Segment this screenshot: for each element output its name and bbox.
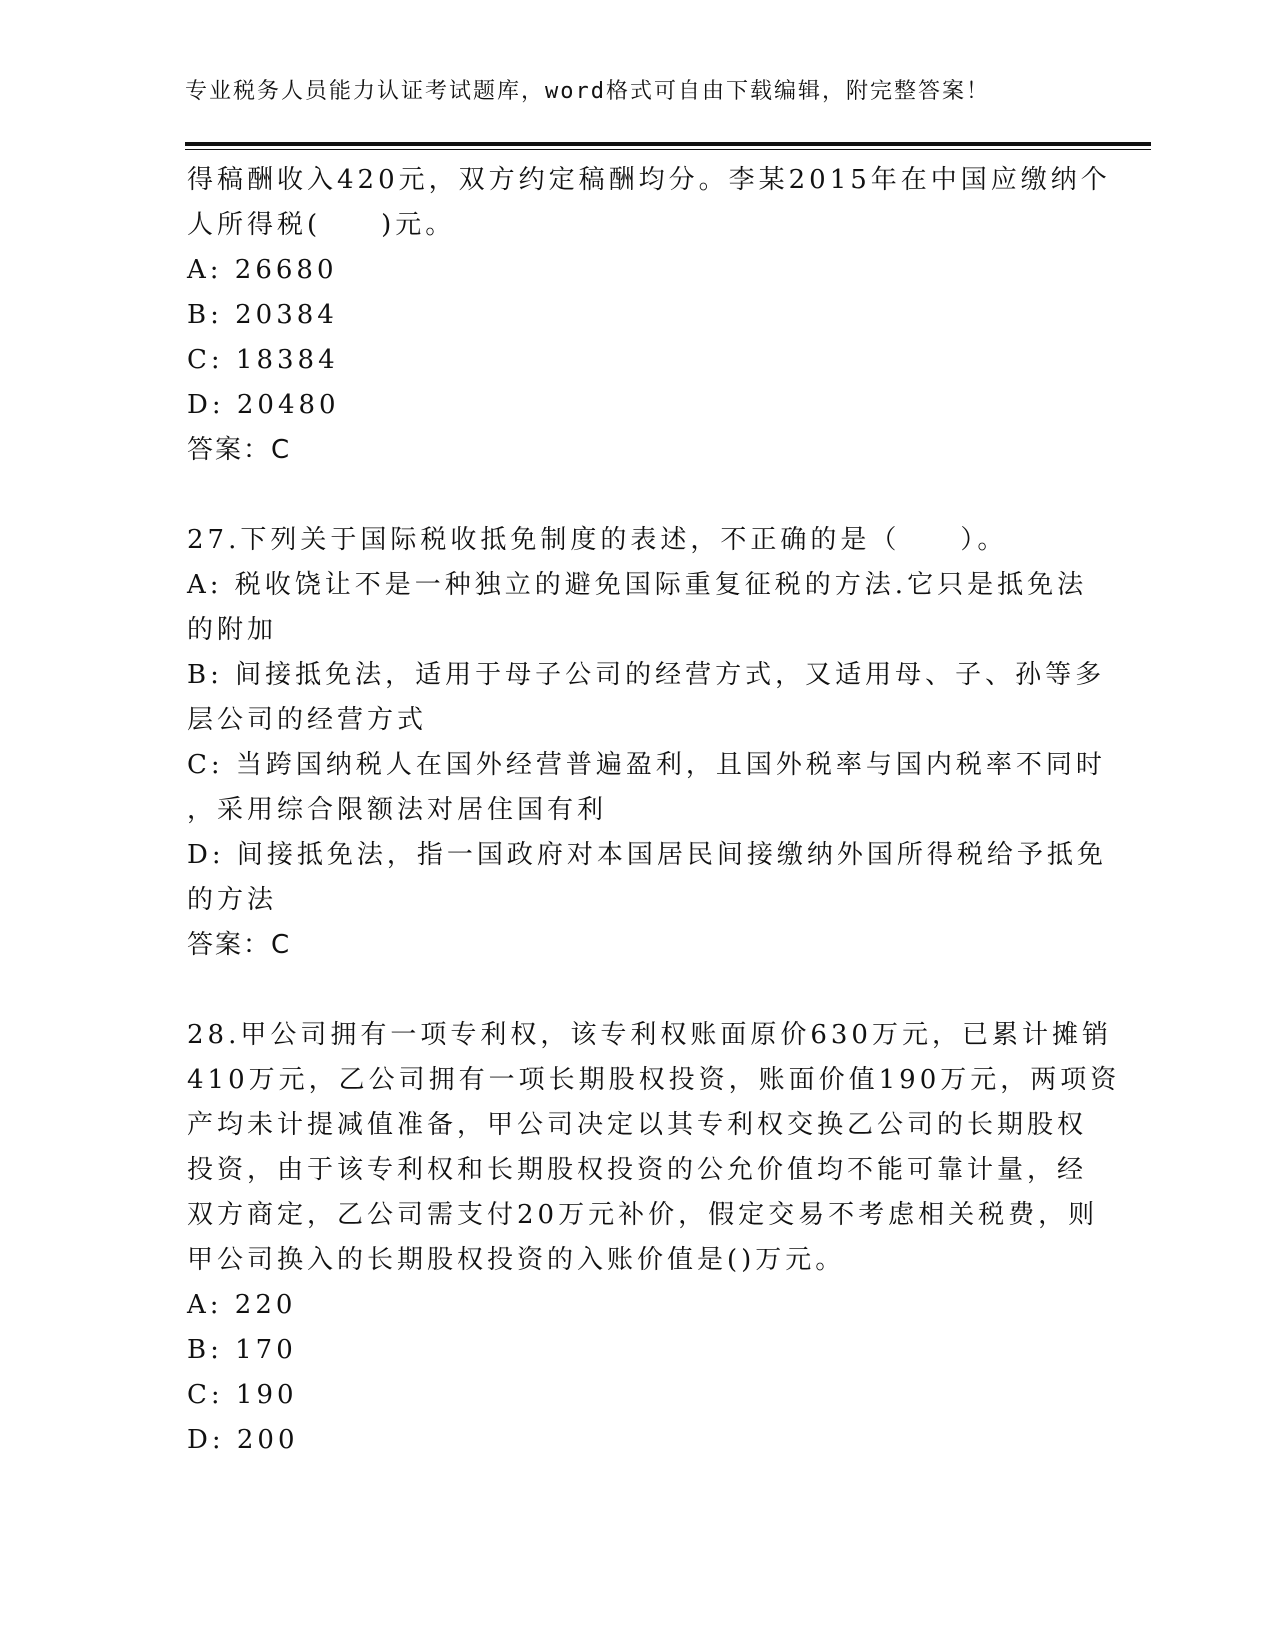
header-divider-thin (185, 149, 1151, 150)
question-block (187, 158, 1111, 473)
option-a: A: 税收饶让不是一种独立的避免国际重复征税的方法.它只是抵免法 (187, 570, 1088, 600)
option-d-continued: 的方法 (187, 885, 278, 915)
option-b-continued: 层公司的经营方式 (187, 705, 428, 735)
option-c-continued: ，采用综合限额法对居住国有利 (187, 795, 608, 825)
spacer (187, 968, 1087, 1013)
option-b: B: 间接抵免法，适用于母子公司的经营方式，又适用母、子、孙等多 (187, 660, 1106, 690)
option-d: D: 间接抵免法，指一国政府对本国居民间接缴纳外国所得税给予抵免 (187, 840, 1107, 870)
question-content (187, 158, 1121, 1463)
question-block (187, 1013, 1121, 1463)
header-divider-thick (185, 142, 1151, 146)
page-header: 专业税务人员能力认证考试题库，word格式可自由下载编辑，附完整答案！ (185, 79, 990, 104)
option-c: C: 18384 (187, 345, 339, 375)
answer-line: 答案：C (187, 930, 292, 960)
question-stem-line: 28.甲公司拥有一项专利权，该专利权账面原价630万元，已累计摊销 (187, 1020, 1112, 1050)
question-stem-line: 410万元，乙公司拥有一项长期股权投资，账面价值190万元，两项资 (187, 1065, 1121, 1095)
option-d: D: 200 (187, 1425, 299, 1455)
option-c: C: 当跨国纳税人在国外经营普遍盈利，且国外税率与国内税率不同时 (187, 750, 1106, 780)
option-b: B: 20384 (187, 300, 338, 330)
option-c: C: 190 (187, 1380, 298, 1410)
question-stem-line: 27.下列关于国际税收抵免制度的表述，不正确的是（ ）。 (187, 525, 1008, 555)
question-stem-line: 产均未计提减值准备，甲公司决定以其专利权交换乙公司的长期股权 (187, 1110, 1088, 1140)
question-stem-line: 甲公司换入的长期股权投资的入账价值是()万元。 (187, 1245, 846, 1275)
spacer (187, 473, 1087, 518)
option-a-continued: 的附加 (187, 615, 278, 645)
option-a: A: 220 (187, 1290, 297, 1320)
question-block (187, 518, 1107, 968)
question-stem-line: 得稿酬收入420元，双方约定稿酬均分。李某2015年在中国应缴纳个 (187, 165, 1111, 195)
option-a: A: 26680 (187, 255, 338, 285)
question-stem-line: 人所得税( )元。 (187, 210, 456, 240)
question-stem-line: 双方商定，乙公司需支付20万元补价，假定交易不考虑相关税费，则 (187, 1200, 1099, 1230)
question-stem-line: 投资，由于该专利权和长期股权投资的公允价值均不能可靠计量，经 (187, 1155, 1088, 1185)
option-d: D: 20480 (187, 390, 340, 420)
answer-line: 答案：C (187, 435, 292, 465)
option-b: B: 170 (187, 1335, 297, 1365)
